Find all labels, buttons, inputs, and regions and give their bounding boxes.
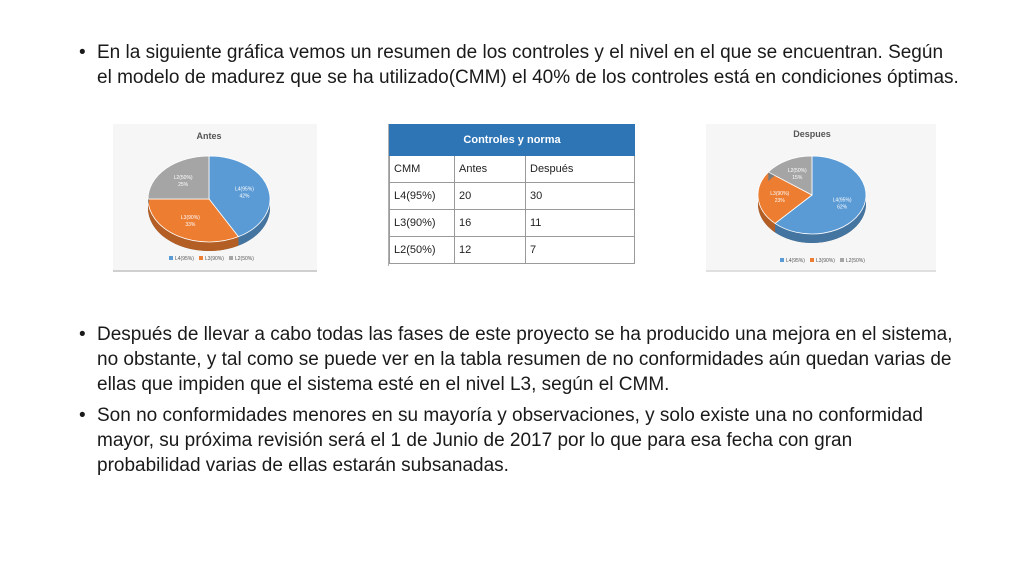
legend-item: L3(90%)	[205, 256, 224, 262]
data-label: 25%	[178, 181, 189, 188]
data-label: 62%	[837, 204, 848, 211]
legend-item: L3(90%)	[816, 258, 835, 264]
legend-item: L4(95%)	[786, 258, 805, 264]
table-row	[390, 183, 635, 210]
data-label: 23%	[774, 198, 785, 205]
legend-item: L2(50%)	[235, 256, 254, 262]
bullet-marker: •	[79, 324, 86, 345]
chart-title: Despues	[793, 129, 831, 139]
data-label: L4(95%)	[832, 197, 852, 204]
data-label: L3(90%)	[770, 191, 790, 198]
bullet-text: En la siguiente gráfica vemos un resumen de los controles y el nivel en el que se encuentran. Según el modelo de madurez que se ha utilizado(CMM) el 40% de los controles está en condiciones óptimas.	[97, 42, 959, 88]
table-cell: 7	[526, 237, 635, 264]
table-row	[390, 237, 635, 264]
data-label: L2(50%)	[787, 168, 807, 175]
legend-swatch	[199, 256, 203, 260]
pie-chart-despues	[706, 124, 936, 272]
chart-title: Antes	[196, 131, 222, 141]
column-header-cmm: CMM	[390, 156, 455, 183]
column-header-despues: Después	[526, 156, 635, 183]
pie-chart-despues-svg	[706, 124, 936, 270]
controles-table	[389, 124, 635, 264]
legend-swatch	[229, 256, 233, 260]
data-label: L3(90%)	[180, 215, 200, 222]
table-cell: L2(50%)	[390, 237, 455, 264]
bullet-3	[79, 403, 959, 478]
table-cell: 16	[455, 210, 526, 237]
legend-item: L4(95%)	[175, 256, 194, 262]
controles-table-wrap	[388, 124, 635, 266]
table-cell: 30	[526, 183, 635, 210]
data-label: 33%	[185, 222, 196, 229]
data-label: 42%	[239, 193, 250, 200]
pie-chart-antes	[113, 124, 317, 272]
legend-swatch	[169, 256, 173, 260]
bullet-marker: •	[79, 405, 86, 426]
table-row	[390, 210, 635, 237]
bullet-text: Son no conformidades menores en su mayoría y observaciones, y solo existe una no conformidad mayor, su próxima revisión será el 1 de Junio de 2017 por lo que para esa fecha con gran probabilidad varias de ellas estarán subsanadas.	[97, 405, 923, 476]
legend-swatch	[780, 258, 784, 262]
data-label: L4(95%)	[234, 186, 254, 193]
bullet-1	[79, 40, 959, 90]
column-header-antes: Antes	[455, 156, 526, 183]
table-cell: 11	[526, 210, 635, 237]
table-header-row	[390, 156, 635, 183]
data-label: 15%	[792, 175, 803, 182]
pie-chart-antes-svg	[113, 124, 317, 270]
table-cell: 12	[455, 237, 526, 264]
bullet-marker: •	[79, 42, 86, 63]
table-cell: L4(95%)	[390, 183, 455, 210]
legend-swatch	[840, 258, 844, 262]
table-cell: 20	[455, 183, 526, 210]
bullet-2	[79, 322, 959, 397]
legend-swatch	[810, 258, 814, 262]
bullet-text: Después de llevar a cabo todas las fases de este proyecto se ha producido una mejora en el sistema, no obstante, y tal como se puede ver en la tabla resumen de no conformidades aún quedan varias de ellas que impiden que el sistema esté en el nivel L3, según el CMM.	[97, 324, 953, 395]
table-title: Controles y norma	[390, 125, 635, 156]
table-cell: L3(90%)	[390, 210, 455, 237]
data-label: L2(50%)	[173, 174, 193, 181]
legend-item: L2(50%)	[846, 258, 865, 264]
